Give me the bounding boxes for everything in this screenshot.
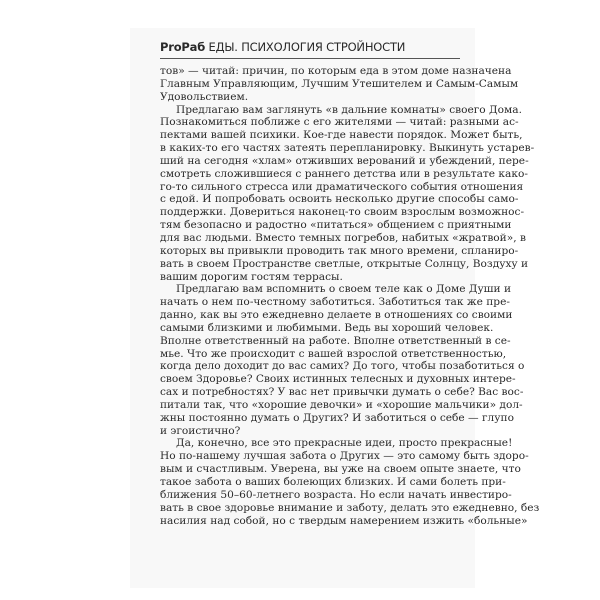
running-header xyxy=(160,40,490,54)
paragraph xyxy=(160,103,535,284)
text-line: ближения 50–60-летнего возраста. Но если начать инвестиро- xyxy=(160,488,512,501)
text-line: вать в свое здоровье внимание и заботу, делать это ежедневно, без xyxy=(160,501,540,514)
text-line: смотреть сложившиеся с раннего детства или в результате како- xyxy=(160,167,528,180)
paragraph xyxy=(160,437,540,527)
text-line: и эгоистично? xyxy=(160,424,241,437)
text-line: самыми близкими и любимыми. Ведь вы хороший человек. xyxy=(160,321,494,334)
text-line: Предлагаю вам вспомнить о своем теле как о Доме Души и xyxy=(176,283,512,296)
text-line: своем Здоровье? Своих истинных телесных и духовных интере- xyxy=(160,373,516,386)
text-line: Удовольствием. xyxy=(160,90,249,103)
text-line: вым и счастливым. Уверена, вы уже на своем опыте знаете, что xyxy=(160,463,521,476)
text-line: Познакомиться поближе с его жителями — читай: разными ас- xyxy=(160,116,519,129)
text-line: с едой. И попробовать освоить несколько другие способы само- xyxy=(160,193,519,206)
body-text xyxy=(160,65,540,527)
text-line: вать в своем Пространстве светлые, открытые Солнцу, Воздуху и xyxy=(160,257,529,270)
text-line: Да, конечно, все это прекрасные идеи, просто прекрасные! xyxy=(176,437,513,450)
text-line: пектами вашей психики. Кое-где навести порядок. Может быть, xyxy=(160,129,523,142)
paragraph xyxy=(160,283,525,437)
text-line: ший на сегодня «хлам» отживших верований и убеждений, пере- xyxy=(160,154,529,167)
text-line: начать о нем по-честному заботиться. Заботиться так же пре- xyxy=(160,296,510,309)
text-line: в каких-то его частях затеять перепланировку. Выкинуть устарев- xyxy=(160,142,535,155)
text-line: питали так, что «хорошие девочки» и «хорошие мальчики» дол- xyxy=(160,398,523,411)
text-line: сах и потребностях? У вас нет привычки думать о себе? Вас вос- xyxy=(160,386,524,399)
text-line: тов» — читай: причин, по которым еда в этом доме назначена xyxy=(160,65,512,77)
text-line: тям безопасно и радостно «питаться» общением с приятными xyxy=(160,219,512,232)
text-line: такое забота о ваших болеющих близких. И сами болеть при- xyxy=(160,476,506,488)
header-brand: ProPаб xyxy=(160,40,206,54)
text-line: для вас людьми. Вместо темных погребов, набитых «жратвой», в xyxy=(160,231,526,244)
text-line: Главным Управляющим, Лучшим Утешителем и Самым-Самым xyxy=(160,77,519,90)
text-line: поддержки. Довериться наконец-то своим взрослым возможнос- xyxy=(160,206,525,219)
paragraph xyxy=(160,65,519,104)
header-title: ЕДЫ. ПСИХОЛОГИЯ СТРОЙНОСТИ xyxy=(208,40,406,54)
text-line: Но по-нашему лучшая забота о Других — это самому быть здоро- xyxy=(160,450,529,463)
text-line: Вполне ответственный на работе. Вполне ответственный в се- xyxy=(160,334,511,347)
text-line: данно, как вы это ежедневно делаете в отношениях со своими xyxy=(160,309,513,322)
header-rule xyxy=(160,58,460,59)
text-line: насилия над собой, но с твердым намерением изжить «больные» xyxy=(160,514,528,527)
text-line: мье. Что же происходит с вашей взрослой ответственностью, xyxy=(160,347,507,360)
text-line: го-то сильного стресса или драматического события отношения xyxy=(160,180,524,193)
text-line: которых вы привыкли проводить так много времени, спланиро- xyxy=(160,244,519,257)
text-line: вашим дорогим гостям террасы. xyxy=(160,270,343,283)
text-line: жны постоянно думать о Других? И заботиться о себе — глупо xyxy=(160,411,514,424)
text-line: когда дело доходит до вас самих? До того, чтобы позаботиться о xyxy=(160,360,525,373)
text-line: Предлагаю вам заглянуть «в дальние комнаты» своего Дома. xyxy=(176,103,522,116)
